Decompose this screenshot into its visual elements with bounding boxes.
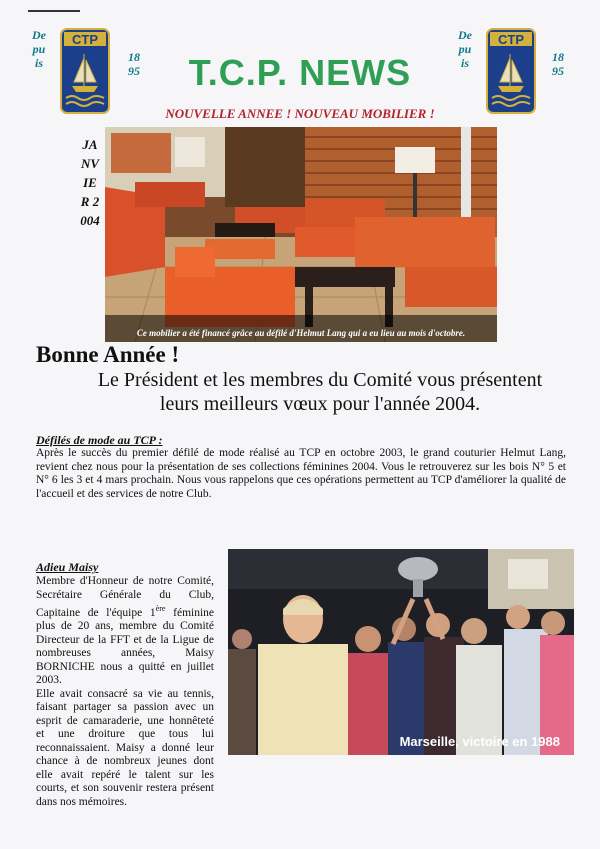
greeting-heading: Bonne Année ! — [36, 342, 180, 367]
defiles-paragraph: Après le succès du premier défilé de mode réalisé au TCP en octobre 2003, le grand couturier Helmut Lang, revient chez nous pour la présentation de ses collections féminines 2004. Vous le retrouverez sur les bois N° 5 et N° 6 les 3 et 4 mars prochain. Nous vous rappelons que ces opérations permettent au TCP d'améliorer la qualité de l'accueil et des services de notre Club. — [36, 447, 566, 500]
top-rule — [28, 10, 80, 12]
svg-text:CTP: CTP — [498, 32, 524, 47]
year-label-right: 1895 — [552, 50, 564, 78]
adieu-superscript: ère — [155, 604, 166, 613]
depuis-label-left: Depuis — [32, 28, 46, 70]
adieu-text-part2: féminine plus de 20 ans, membre du Comité Directeur de la FFT et de la Ligue de nombreuses années, Maisy BORNICHE nous a quitté en juillet 2003. — [36, 606, 215, 687]
lounge-photo-caption: Ce mobilier a été financé grâce au défilé d'Helmut Lang qui a eu lieu au mois d'octobre. — [136, 328, 466, 338]
issue-date-vertical: JANVIER 2004 — [80, 137, 100, 228]
victory-photo-caption: Marseille, victoire en 1988 — [399, 734, 560, 749]
lounge-photo — [105, 127, 497, 342]
svg-text:CTP: CTP — [72, 32, 98, 47]
depuis-label-right: Depuis — [458, 28, 472, 70]
adieu-heading: Adieu Maisy — [36, 560, 99, 574]
newsletter-title: T.C.P. NEWS — [188, 52, 412, 93]
newsletter-subtitle: NOUVELLE ANNEE ! NOUVEAU MOBILIER ! — [165, 106, 435, 121]
greeting-text: Le Président et les membres du Comité vous présentent leurs meilleurs vœux pour l'année 2004. — [97, 369, 543, 415]
year-label-left: 1895 — [128, 50, 140, 78]
adieu-paragraph — [36, 575, 214, 809]
defiles-heading: Défilés de mode au TCP : — [36, 433, 163, 447]
adieu-text-part1: Membre d'Honneur de notre Comité, Secrétaire Générale du Club, Capitaine de l'équipe 1 — [36, 575, 214, 619]
victory-photo — [228, 549, 574, 755]
adieu-text-part3: Elle avait consacré sa vie au tennis, faisant partager sa passion avec un esprit de camaraderie, une honnêteté et une droiture que tous lui reconnaissaient. Maisy a donné leur chance à de nombreux jeunes dont elle avait repéré le talent sur les courts, et son souvenir restera présent dans nos mémoires. — [36, 687, 214, 808]
